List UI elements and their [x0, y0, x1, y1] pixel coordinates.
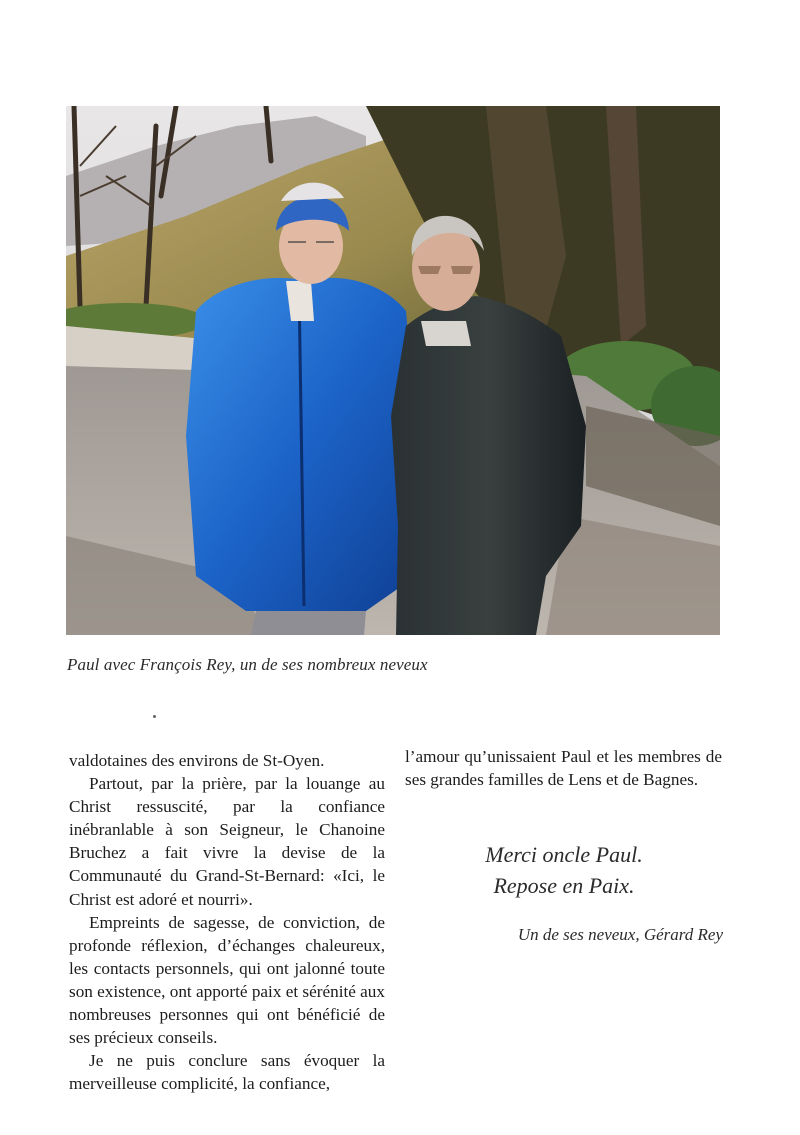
signature: Un de ses neveux, Gérard Rey	[517, 925, 723, 944]
paragraph: l’amour qu’unissaient Paul et les membres de ses grandes familles de Lens et de Bagnes.	[405, 747, 722, 790]
paragraph: Partout, par la prière, par la louange au Christ ressuscité, par la confiance inébranlable à son Seigneur, le Chanoine Bruchez a fait vivre la devise de la Communauté du Grand-St-Bernard: «Ici, le Christ est adoré et nourri».	[69, 774, 385, 909]
photo-caption: Paul avec François Rey, un de ses nombreux neveux	[67, 655, 428, 674]
photo	[66, 106, 720, 635]
paragraph: Je ne puis conclure sans évoquer la merveilleuse complicité, la confiance,	[69, 1051, 385, 1094]
paragraph: Empreints de sagesse, de conviction, de profonde réflexion, d’échanges chaleureux, les contacts personnels, qui ont jalonné toute son existence, ont apporté paix et sérénité aux nombreuses personnes qui ont bénéficié de ses précieux conseils.	[69, 912, 385, 1048]
closing-lines	[405, 839, 723, 901]
right-column	[405, 745, 722, 791]
closing-line: Repose en Paix.	[493, 873, 635, 898]
left-column	[69, 749, 385, 1095]
paragraph: valdotaines des environs de St-Oyen.	[69, 751, 325, 770]
closing-line: Merci oncle Paul.	[485, 842, 643, 867]
print-speck	[153, 715, 156, 718]
